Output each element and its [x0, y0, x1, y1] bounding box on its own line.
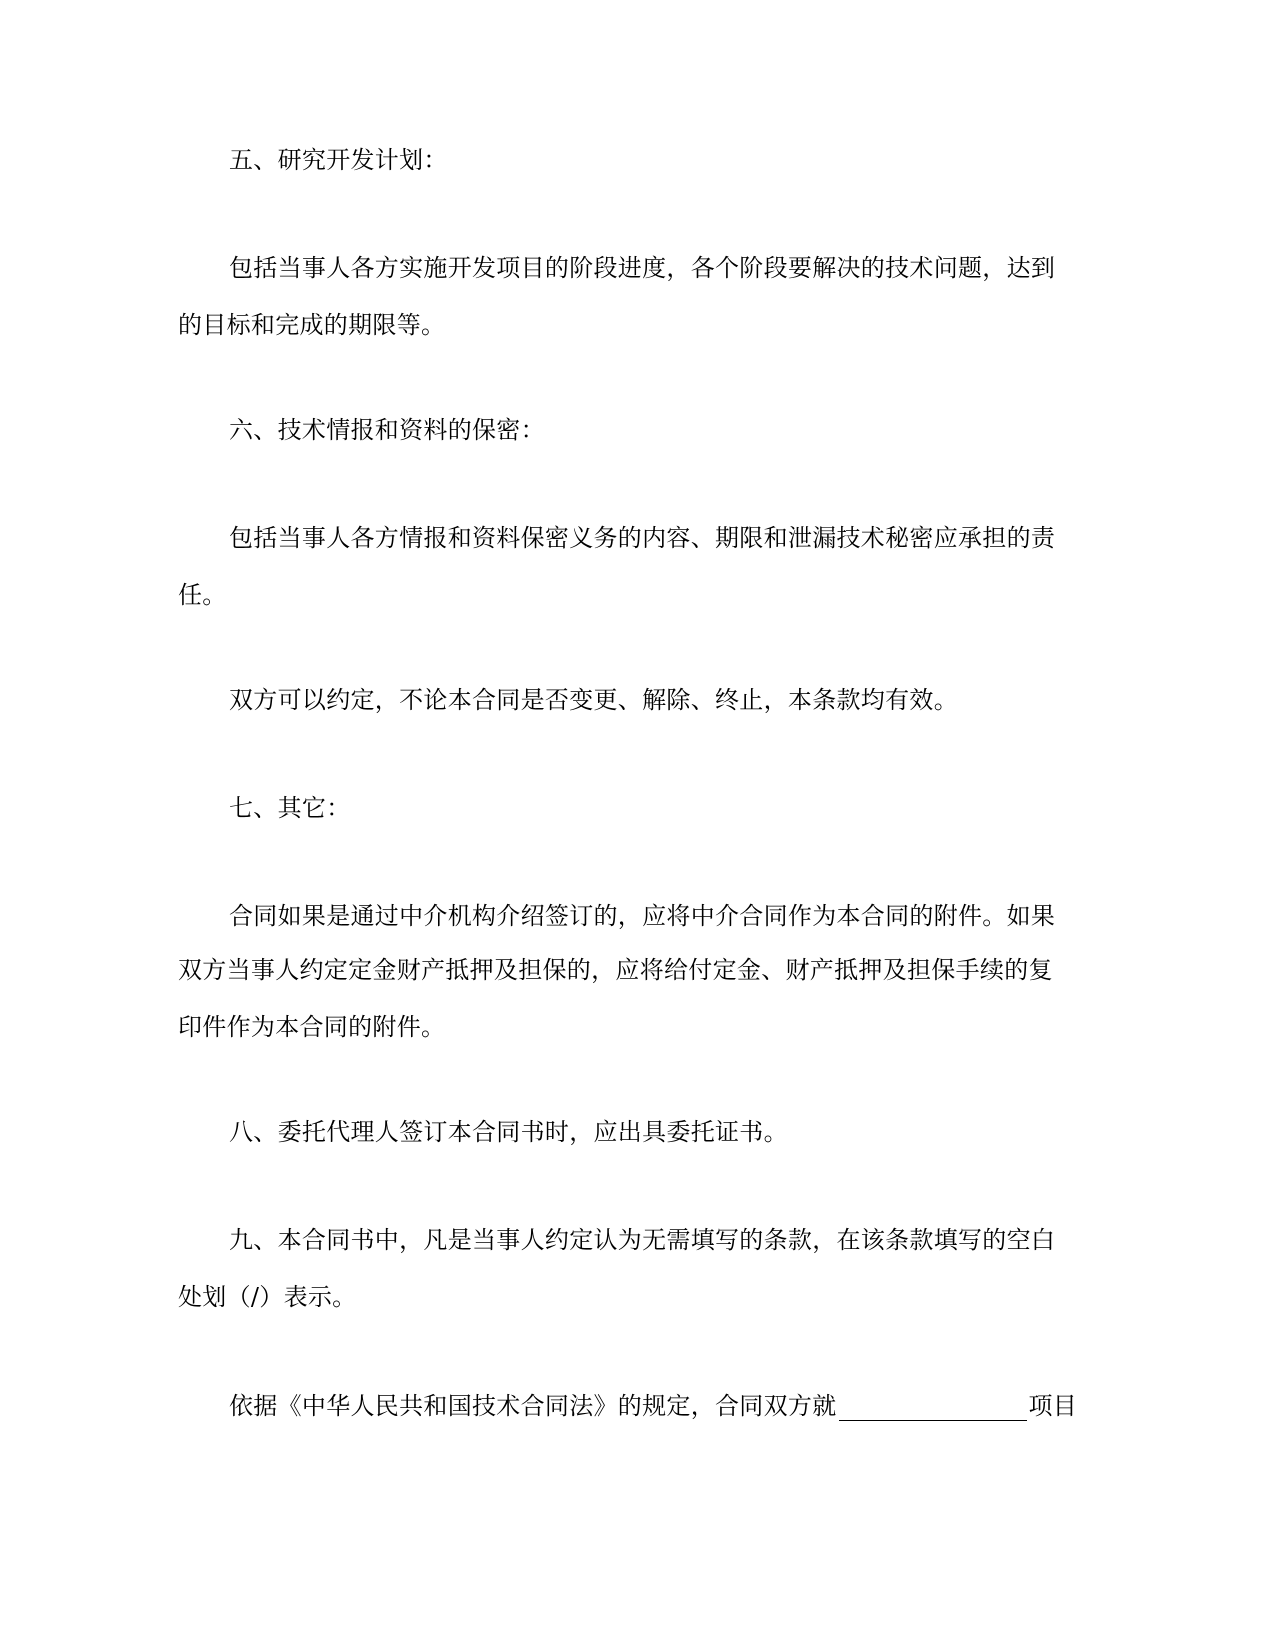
section5-heading: 五、研究开发计划：	[229, 146, 448, 174]
section6-note: 双方可以约定，不论本合同是否变更、解除、终止，本条款均有效。	[229, 686, 958, 714]
section7-body-line1: 合同如果是通过中介机构介绍签订的，应将中介合同作为本合同的附件。如果	[229, 902, 1056, 930]
section6-body-line2: 任。	[178, 581, 227, 609]
section7-body-line3: 印件作为本合同的附件。	[178, 1013, 446, 1041]
section8-text: 八、委托代理人签订本合同书时，应出具委托证书。	[229, 1118, 788, 1146]
final-clause-suffix: 项目	[1028, 1392, 1078, 1420]
section6-heading: 六、技术情报和资料的保密：	[229, 416, 545, 444]
section6-body-line1: 包括当事人各方情报和资料保密义务的内容、期限和泄漏技术秘密应承担的责	[229, 524, 1056, 552]
section9-line1: 九、本合同书中，凡是当事人约定认为无需填写的条款，在该条款填写的空白	[229, 1226, 1056, 1254]
project-name-blank[interactable]	[839, 1390, 1027, 1421]
section9-line2: 处划（/）表示。	[178, 1283, 357, 1311]
section5-body-line2: 的目标和完成的期限等。	[178, 311, 446, 339]
section7-body-line2: 双方当事人约定定金财产抵押及担保的，应将给付定金、财产抵押及担保手续的复	[178, 956, 1053, 984]
final-clause	[229, 1390, 1077, 1421]
section5-body-line1: 包括当事人各方实施开发项目的阶段进度，各个阶段要解决的技术问题，达到	[229, 254, 1056, 282]
final-clause-prefix: 依据《中华人民共和国技术合同法》的规定，合同双方就	[229, 1392, 837, 1420]
section7-heading: 七、其它：	[229, 794, 351, 822]
